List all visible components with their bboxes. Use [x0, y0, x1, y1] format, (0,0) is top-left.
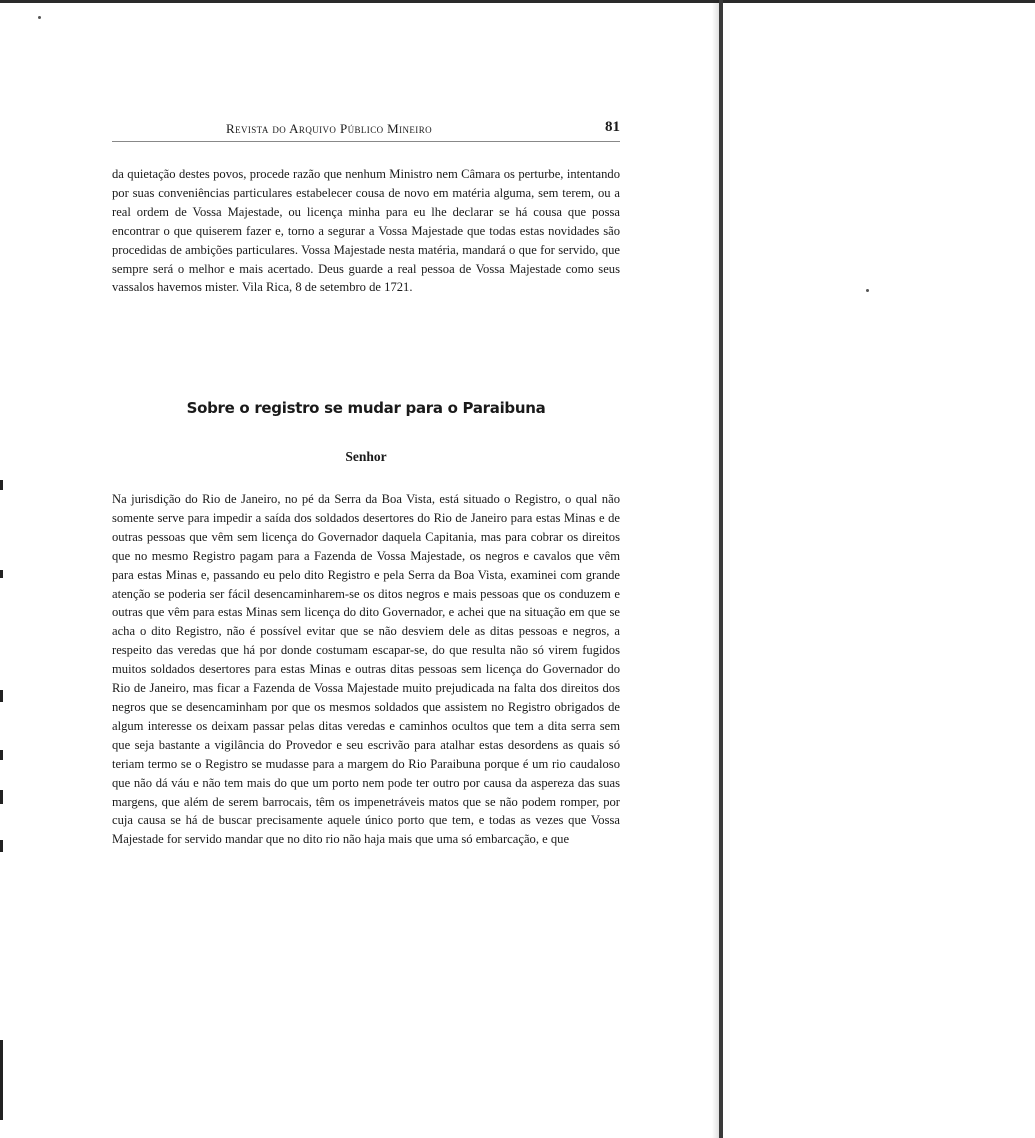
section-title: Sobre o registro se mudar para o Paraibuna — [186, 399, 546, 417]
page-gutter-shadow — [712, 0, 719, 1138]
body-paragraph: da quietação destes povos, procede razão que nenhum Ministro nem Câmara os perturbe, intentando por suas conveniências particulares estabelecer cousa de novo em matéria alguma, sem terem, ou a real ordem de Vossa Majestade, ou licença minha para eu lhe declarar se há cousa que possa encontrar o que quiserem fazer e, torno a segurar a Vossa Majestade que todas estas novidades são procedidas de ambições particulares. Vossa Majestade nesta matéria, mandará o que for servido, que sempre será o melhor e mais acertado. Deus guarde a real pessoa de Vossa Majestade como seus vassalos havemos mister. Vila Rica, 8 de setembro de 1721. — [112, 167, 620, 295]
running-title: Revista do Arquivo Público Mineiro — [226, 121, 432, 136]
page-number: 81 — [605, 119, 620, 135]
scan-edge-top — [0, 0, 1035, 3]
page-fold-line — [719, 0, 723, 1138]
letter-salutation: Senhor — [345, 449, 387, 464]
left-scan-marks — [0, 480, 3, 1120]
scan-speck — [38, 16, 41, 19]
running-header — [112, 121, 620, 142]
body-paragraph: Na jurisdição do Rio de Janeiro, no pé da Serra da Boa Vista, está situado o Registro, o qual não somente serve para impedir a saída dos soldados desertores do Rio de Janeiro para estas Minas e de outras pessoas que vêm sem licença do Governador daquela Capitania, mas para cobrar os direitos que no mesmo Registro pagam para a Fazenda de Vossa Majestade, os negros e cavalos que vêm para estas Minas e, passando eu pelo dito Registro e pela Serra da Boa Vista, examinei com grande atenção se poderia ser fácil desencaminharem-se os ditos negros e mais pessoas que os conduzem e outras que vêm para estas Minas sem licença do dito Governador, e achei que na situação em que se acha o dito Registro, não é possível evitar que se não desviem dele as ditas pessoas e negros, a respeito das veredas que há por donde costumam escapar-se, do que resulta não só virem fugidos muitos soldados desertores para estas Minas e outras ditas pessoas sem licença do Governador do Rio de Janeiro, mas ficar a Fazenda de Vossa Majestade muito prejudicada na falta dos direitos dos negros que se desencaminham por que os mesmos soldados que assistem no Registro obrigados de algum interesse os deixam passar pelas ditas veredas e caminhos ocultos que tem a dita serra sem que seja bastante a vigilância do Provedor e seu escrivão para atalhar estas desordens as quais só teriam termo se o Registro se mudasse para a margem do Rio Paraibuna porque é um rio caudaloso que não dá váu e não tem mais do que um porto nem pode ter outro por causa da aspereza das suas margens, que além de serem barrocais, têm os impenetráveis matos que se não podem romper, por cuja causa se há de buscar precisamente aquele único porto que tem, e todas as vezes que Vossa Majestade for servido mandar que no dito rio não haja mais que uma só embarcação, e que — [112, 492, 620, 847]
scan-speck — [866, 289, 869, 292]
